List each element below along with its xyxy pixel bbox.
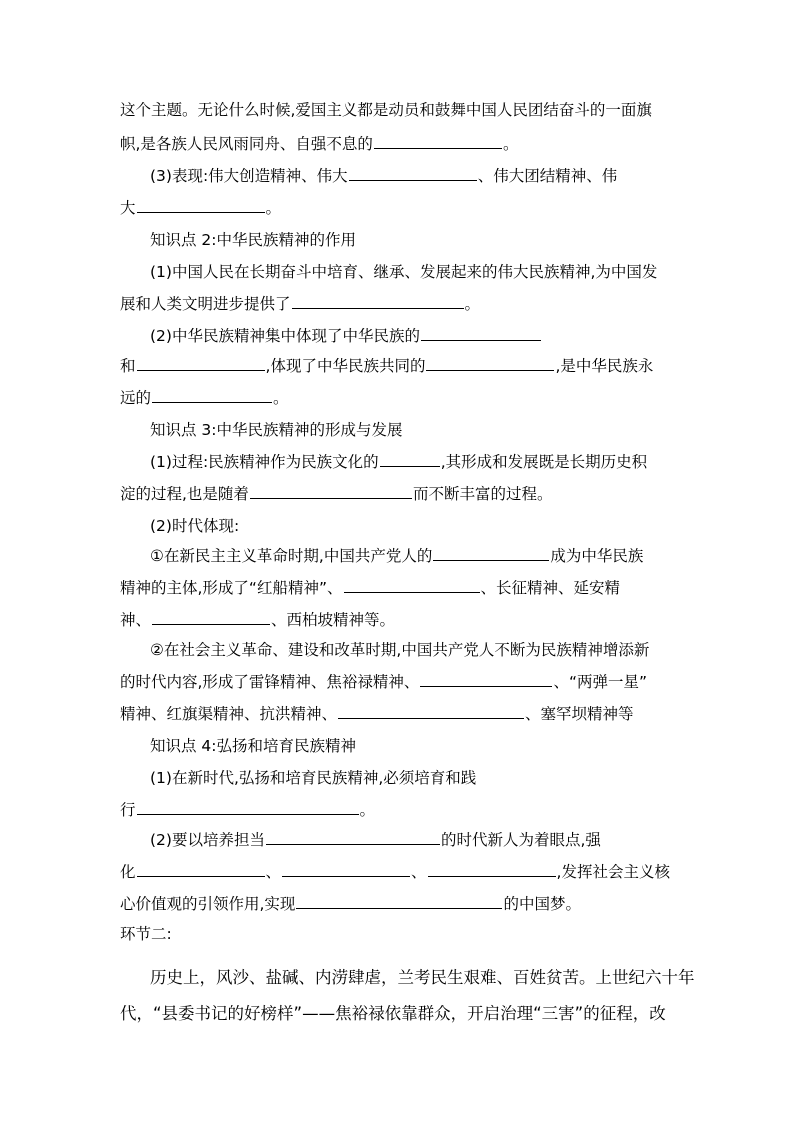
text-segment: 。: [502, 135, 519, 153]
text-line: [150, 452, 647, 472]
text-segment: ①在新民主主义革命时期,中国共产党人的: [150, 547, 433, 565]
text-segment: 。: [359, 801, 376, 819]
text-segment: 。: [464, 295, 481, 313]
fill-blank[interactable]: [338, 717, 524, 719]
fill-blank[interactable]: [137, 211, 265, 213]
fill-blank[interactable]: [380, 465, 440, 467]
text-line: [120, 578, 620, 598]
text-line: [150, 768, 476, 788]
text-segment: ②在社会主义革命、建设和改革时期,中国共产党人不断为民族精神增添新: [150, 641, 650, 659]
fill-blank[interactable]: [349, 179, 477, 181]
text-segment: 、长征精神、延安精: [480, 579, 621, 597]
text-segment: 知识点 3:中华民族精神的形成与发展: [150, 421, 403, 439]
text-line: [150, 968, 695, 988]
text-segment: 。: [273, 389, 289, 407]
text-line: [120, 100, 652, 120]
section-heading: [150, 420, 403, 440]
text-segment: 。: [265, 199, 282, 217]
text-line: [150, 326, 542, 346]
text-segment: (2)时代体现:: [150, 517, 240, 535]
text-segment: 、塞罕坝精神等: [525, 705, 634, 723]
text-segment: 成为中华民族: [550, 547, 644, 565]
text-segment: 淀的过程,也是随着: [120, 485, 249, 503]
fill-blank[interactable]: [344, 591, 480, 593]
fill-blank[interactable]: [282, 875, 410, 877]
text-line: [120, 800, 375, 820]
text-segment: 、西柏坡精神等。: [271, 611, 396, 629]
text-segment: 远的: [120, 389, 152, 407]
text-line: [120, 1004, 666, 1024]
text-segment: (1)在新时代,弘扬和培育民族精神,必须培育和践: [150, 769, 477, 787]
text-line: [150, 830, 601, 850]
text-line: [120, 134, 518, 154]
text-segment: 的时代内容,形成了雷锋精神、焦裕禄精神、: [120, 673, 420, 691]
text-segment: 而不断丰富的过程。: [412, 485, 553, 503]
text-line: [120, 198, 281, 218]
text-segment: 、: [265, 863, 282, 881]
text-segment: (2)要以培养担当: [150, 831, 265, 849]
text-segment: 神、: [120, 611, 152, 629]
text-segment: ,是中华民族永: [555, 357, 654, 375]
text-segment: ,发挥社会主义核: [556, 863, 670, 881]
fill-blank[interactable]: [433, 559, 549, 561]
text-segment: (1)中国人民在长期奋斗中培育、继承、发展起来的伟大民族精神,为中国发: [150, 263, 658, 281]
fill-blank[interactable]: [266, 843, 440, 845]
text-segment: 的中国梦。: [503, 895, 581, 913]
fill-blank[interactable]: [137, 813, 359, 815]
text-line: [120, 672, 647, 692]
text-segment: 历史上，风沙、盐碱、内涝肆虐，兰考民生艰难、百姓贫苦。上世纪六十年: [150, 968, 695, 987]
text-segment: (2)中华民族精神集中体现了中华民族的: [150, 327, 420, 345]
fill-blank[interactable]: [137, 875, 265, 877]
text-line: [120, 484, 552, 504]
text-segment: 帜,是各族人民风雨同舟、自强不息的: [120, 135, 373, 153]
section-heading: [120, 924, 172, 944]
fill-blank[interactable]: [426, 369, 554, 371]
fill-blank[interactable]: [421, 339, 541, 341]
fill-blank[interactable]: [152, 623, 270, 625]
text-line: [120, 704, 634, 724]
text-segment: 行: [120, 801, 136, 819]
text-segment: 知识点 4:弘扬和培育民族精神: [150, 737, 357, 755]
text-segment: 精神、红旗渠精神、抗洪精神、: [120, 705, 338, 723]
text-segment: 、“两弹一星”: [553, 673, 647, 691]
fill-blank[interactable]: [374, 147, 502, 149]
text-segment: 精神的主体,形成了“红船精神”、: [120, 579, 343, 597]
text-line: [150, 546, 643, 566]
text-segment: 大: [120, 199, 136, 217]
text-segment: 心价值观的引领作用,实现: [120, 895, 296, 913]
text-segment: 和: [120, 357, 136, 375]
text-line: [120, 356, 653, 376]
text-line: [120, 862, 670, 882]
text-segment: 代，“县委书记的好榜样”——焦裕禄依靠群众，开启治理“三害”的征程，改: [120, 1004, 666, 1023]
fill-blank[interactable]: [428, 875, 556, 877]
fill-blank[interactable]: [250, 497, 412, 499]
text-line: [120, 894, 581, 914]
text-segment: 展和人类文明进步提供了: [120, 295, 291, 313]
text-segment: 、: [411, 863, 427, 881]
text-segment: (3)表现:伟大创造精神、伟大: [150, 167, 348, 185]
text-line: [120, 294, 480, 314]
text-segment: 、伟大团结精神、伟: [477, 167, 618, 185]
text-line: [150, 166, 617, 186]
text-segment: (1)过程:民族精神作为民族文化的: [150, 453, 379, 471]
section-heading: [150, 230, 356, 250]
text-segment: 知识点 2:中华民族精神的作用: [150, 231, 357, 249]
fill-blank[interactable]: [152, 401, 272, 403]
text-line: [150, 640, 649, 660]
text-line: [150, 262, 657, 282]
text-segment: ,体现了中华民族共同的: [265, 357, 426, 375]
text-line: [120, 610, 395, 630]
fill-blank[interactable]: [292, 307, 464, 309]
fill-blank[interactable]: [296, 907, 502, 909]
text-segment: ,其形成和发展既是长期历史积: [440, 453, 648, 471]
text-line: [120, 388, 289, 408]
fill-blank[interactable]: [137, 369, 265, 371]
text-segment: 化: [120, 863, 136, 881]
text-segment: 的时代新人为着眼点,强: [440, 831, 601, 849]
text-line: [150, 516, 239, 536]
text-segment: 这个主题。无论什么时候,爱国主义都是动员和鼓舞中国人民团结奋斗的一面旗: [120, 101, 652, 119]
section-heading: [150, 736, 356, 756]
fill-blank[interactable]: [420, 685, 552, 687]
text-segment: 环节二:: [120, 925, 172, 943]
